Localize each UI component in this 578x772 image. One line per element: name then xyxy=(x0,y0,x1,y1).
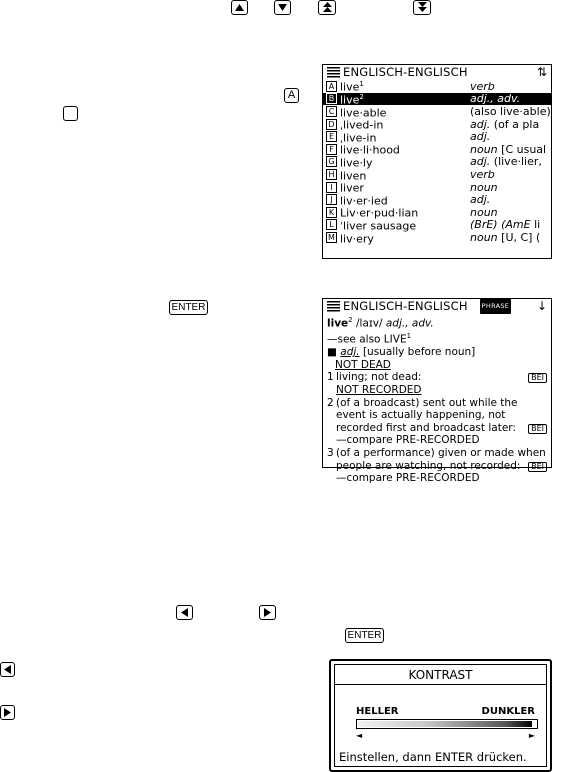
double-down-arrow-icon xyxy=(418,2,427,13)
sense-line: (of a broadcast) sent out while the xyxy=(336,396,518,409)
double-up-arrow-icon xyxy=(323,2,332,13)
sense-item xyxy=(327,447,547,485)
left-arrow-icon xyxy=(4,665,11,674)
letter-key-box: L xyxy=(326,219,337,230)
page-up-key[interactable] xyxy=(318,0,336,15)
letter-key-box: J xyxy=(326,194,337,205)
phrase-badge[interactable]: PHRASE xyxy=(480,299,512,314)
list-pos: adj. (of a pla xyxy=(470,117,540,131)
page-down-key[interactable] xyxy=(413,0,431,15)
list-word: live·li·hood xyxy=(340,144,400,158)
bei-badge[interactable]: BEI xyxy=(528,373,547,383)
see-also-line xyxy=(327,330,547,346)
right-arrow-icon: ► xyxy=(528,731,535,740)
entry-body xyxy=(323,314,551,485)
headword: live xyxy=(327,317,349,330)
letter-key-box: G xyxy=(326,156,337,167)
right-arrow-icon xyxy=(264,608,271,617)
list-word: ˌlived-in xyxy=(340,118,384,132)
darker-label: DUNKLER xyxy=(481,706,535,717)
list-pos: noun xyxy=(470,205,498,219)
see-also-sup: 1 xyxy=(406,332,412,341)
list-word: ˈliver sausage xyxy=(340,219,417,233)
entry-title: ENGLISCH-ENGLISCH xyxy=(343,299,468,313)
sense-ref: —compare PRE-RECORDED xyxy=(336,472,480,485)
left-arrow-icon xyxy=(181,608,188,617)
down-arrow-icon xyxy=(278,4,287,11)
right-arrow-key-side[interactable] xyxy=(0,705,15,720)
list-word: liven xyxy=(340,169,367,183)
list-pos: adj., adv. xyxy=(470,92,521,106)
word-list xyxy=(323,80,551,244)
sense-item xyxy=(327,371,547,396)
left-arrow-key-side[interactable] xyxy=(0,662,15,677)
list-screen xyxy=(322,64,552,259)
list-pos: noun [C usual xyxy=(470,142,547,156)
list-pos: adj. xyxy=(470,130,491,144)
bei-badge[interactable]: BEI xyxy=(528,424,547,434)
sense-line: people are watching, not recorded: BEI xyxy=(336,460,547,473)
sense-ref: —compare PRE-RECORDED xyxy=(336,434,480,447)
sense-number: 3 xyxy=(327,446,334,459)
list-word: Liv·er·pud·lian xyxy=(340,207,419,221)
blank-key[interactable] xyxy=(63,106,78,121)
headword-sup: 2 xyxy=(348,316,353,324)
sense-line: recorded first and broadcast later: BEI xyxy=(336,422,547,435)
a-key[interactable]: A xyxy=(284,88,299,103)
letter-key-box: F xyxy=(326,144,337,155)
contrast-footer: Einstellen, dann ENTER drücken. xyxy=(339,750,527,764)
scroll-down-icon: ↓ xyxy=(536,299,547,313)
list-pos: verb xyxy=(470,79,495,93)
pronunciation: /laɪv/ xyxy=(355,317,383,330)
menu-icon xyxy=(327,67,340,78)
pos-line-rest: [usually before noun] xyxy=(359,346,476,359)
up-arrow-icon xyxy=(235,4,244,11)
sense-number: 1 xyxy=(327,371,334,384)
sense-line: (of a performance) given or made when xyxy=(336,446,546,459)
list-pos: noun xyxy=(470,180,498,194)
contrast-dialog xyxy=(329,659,552,772)
list-word: live$^2$ xyxy=(340,93,364,107)
left-arrow-icon: ◄ xyxy=(356,731,363,740)
left-arrow-key[interactable] xyxy=(176,605,193,620)
letter-key-box: M xyxy=(326,232,337,243)
list-word: liv·ery xyxy=(340,232,374,246)
letter-key-box: I xyxy=(326,182,337,193)
sense-line: event is actually happening, not xyxy=(336,409,506,422)
list-item[interactable] xyxy=(323,231,551,244)
entry-titlebar xyxy=(323,299,551,314)
contrast-slider[interactable] xyxy=(356,719,538,729)
sense-line: living; not dead: BEI xyxy=(336,371,547,384)
letter-key-box: D xyxy=(326,119,337,130)
menu-icon xyxy=(327,301,340,312)
list-pos: verb xyxy=(470,167,495,181)
list-pos: noun [U, C] ( xyxy=(470,230,541,244)
list-pos: adj. (live·lier, xyxy=(470,155,542,169)
letter-key-box: H xyxy=(326,169,337,180)
down-arrow-key[interactable] xyxy=(274,0,291,15)
list-word: live$^1$ xyxy=(340,80,364,95)
letter-key-box: E xyxy=(326,131,337,142)
pos-line: ■ adj. [usually before noun] xyxy=(327,346,476,359)
list-pos: (BrE) (AmE li xyxy=(470,218,541,232)
enter-key[interactable]: ENTER xyxy=(169,300,208,315)
list-word: liver xyxy=(340,181,364,195)
up-arrow-key[interactable] xyxy=(231,0,248,15)
senses-list xyxy=(327,371,547,484)
letter-key-box: C xyxy=(326,106,337,117)
sense-ref: NOT RECORDED xyxy=(336,383,422,396)
letter-key-box: B xyxy=(326,93,337,104)
not-dead-label: NOT DEAD xyxy=(335,358,391,371)
letter-key-box: A xyxy=(326,81,337,92)
list-title: ENGLISCH-ENGLISCH xyxy=(343,65,468,79)
contrast-slider-fill xyxy=(358,721,532,727)
contrast-title: KONTRAST xyxy=(408,668,473,682)
list-pos: adj. xyxy=(470,193,491,207)
scroll-up-down-icon: ⇅ xyxy=(536,65,547,79)
enter-key-2[interactable]: ENTER xyxy=(345,628,384,643)
right-arrow-icon xyxy=(4,708,11,717)
sense-number: 2 xyxy=(327,396,334,409)
contrast-title-divider xyxy=(335,684,546,685)
headword-line xyxy=(327,314,547,330)
list-word: live·able xyxy=(340,106,387,120)
see-also: —see also LIVE xyxy=(327,333,407,346)
contrast-dialog-inner xyxy=(334,664,547,767)
sense-item xyxy=(327,397,547,447)
right-arrow-key[interactable] xyxy=(259,605,276,620)
brighter-label: HELLER xyxy=(356,706,399,717)
list-word: live·ly xyxy=(340,156,373,170)
letter-key-box: K xyxy=(326,207,337,218)
headword-pos: adj., adv. xyxy=(385,317,434,330)
pos-line-pos: adj. xyxy=(340,346,360,359)
list-word: ˌlive-in xyxy=(340,131,377,145)
entry-screen xyxy=(322,298,552,485)
list-word: liv·er·ied xyxy=(340,194,388,208)
bei-badge[interactable]: BEI xyxy=(528,462,547,472)
list-pos: (also live·able) xyxy=(470,104,551,118)
